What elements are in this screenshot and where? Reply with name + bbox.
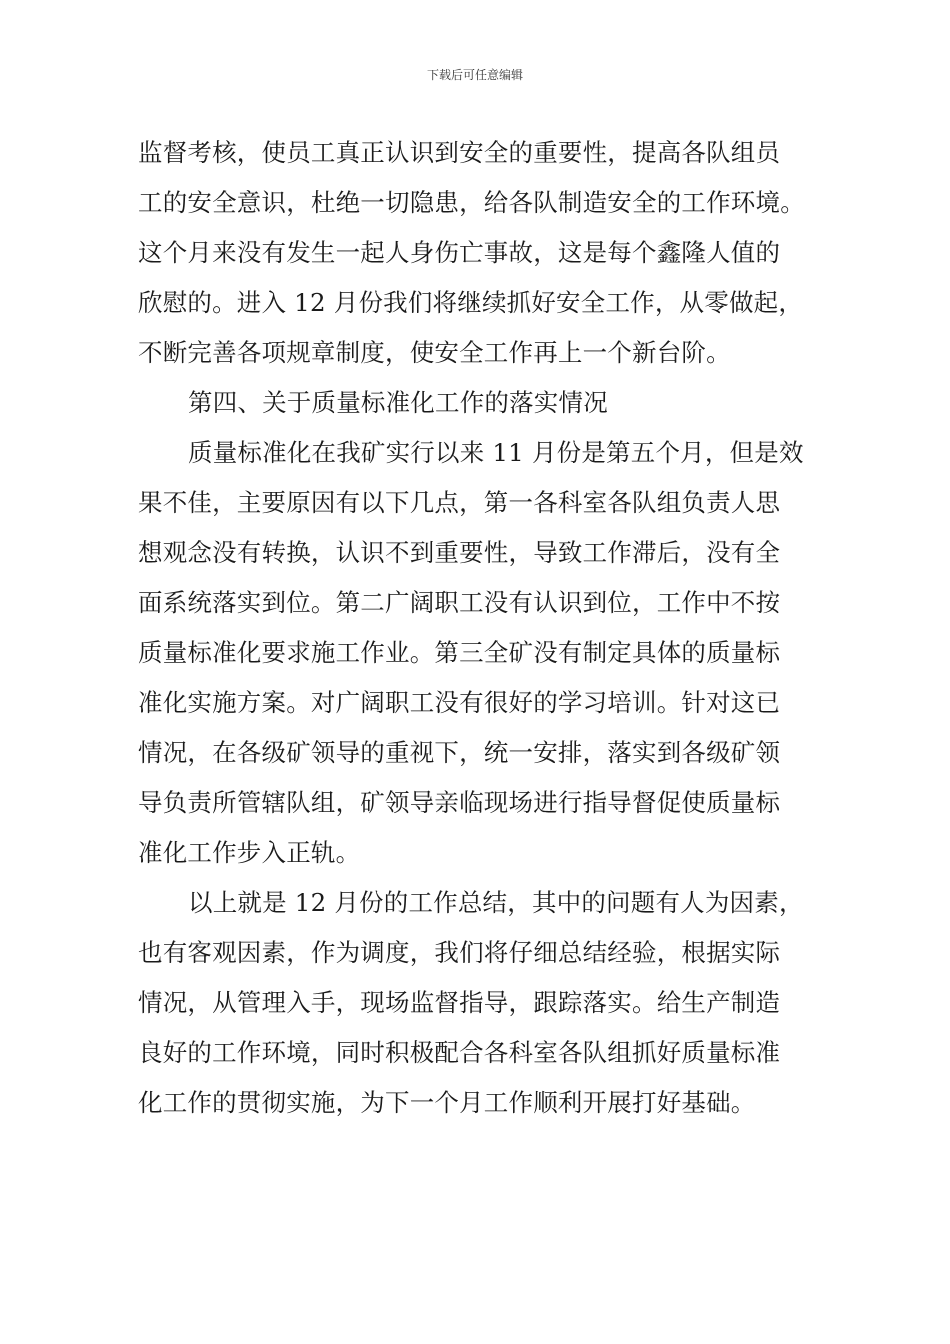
paragraph-line: 欣慰的。进入 12 月份我们将继续抓好安全工作，从零做起， bbox=[138, 288, 804, 317]
paragraph-line: 化工作的贯彻实施，为下一个月工作顺利开展打好基础。 bbox=[138, 1088, 756, 1117]
paragraph-line: 质量标准化在我矿实行以来 11 月份是第五个月，但是效 bbox=[188, 438, 804, 467]
paragraph-line: 以上就是 12 月份的工作总结，其中的问题有人为因素， bbox=[188, 888, 804, 917]
paragraph-line: 工的安全意识，杜绝一切隐患，给各队制造安全的工作环境。 bbox=[138, 188, 805, 217]
paragraph-line: 果不佳，主要原因有以下几点，第一各科室各队组负责人思 bbox=[138, 488, 781, 517]
paragraph-line: 想观念没有转换，认识不到重要性，导致工作滞后，没有全 bbox=[138, 538, 781, 567]
paragraph-line: 这个月来没有发生一起人身伤亡事故，这是每个鑫隆人值的 bbox=[138, 238, 781, 267]
paragraph-line: 良好的工作环境，同时积极配合各科室各队组抓好质量标准 bbox=[138, 1038, 781, 1067]
paragraph-line: 质量标准化要求施工作业。第三全矿没有制定具体的质量标 bbox=[138, 638, 781, 667]
paragraph-line: 情况，在各级矿领导的重视下，统一安排，落实到各级矿领 bbox=[138, 738, 781, 767]
section-heading-quality bbox=[138, 378, 818, 428]
paragraph-line: 准化工作步入正轨。 bbox=[138, 838, 361, 867]
paragraph-line: 准化实施方案。对广阔职工没有很好的学习培训。针对这已 bbox=[138, 688, 781, 717]
document-body bbox=[138, 128, 818, 1128]
paragraph-summary bbox=[138, 878, 818, 1128]
paragraph-line: 情况，从管理入手，现场监督指导，跟踪落实。给生产制造 bbox=[138, 988, 781, 1017]
paragraph-line: 面系统落实到位。第二广阔职工没有认识到位，工作中不按 bbox=[138, 588, 781, 617]
paragraph-quality-standardization bbox=[138, 428, 818, 878]
paragraph-line: 不断完善各项规章制度，使安全工作再上一个新台阶。 bbox=[138, 338, 731, 367]
paragraph-safety-continued bbox=[138, 128, 818, 378]
header-note: 下载后可任意编辑 bbox=[426, 68, 523, 82]
paragraph-line: 监督考核，使员工真正认识到安全的重要性，提高各队组员 bbox=[138, 138, 781, 167]
paragraph-line: 也有客观因素，作为调度，我们将仔细总结经验，根据实际 bbox=[138, 938, 781, 967]
paragraph-line: 导负责所管辖队组，矿领导亲临现场进行指导督促使质量标 bbox=[138, 788, 781, 817]
paragraph-line: 第四、关于质量标准化工作的落实情况 bbox=[188, 388, 608, 417]
